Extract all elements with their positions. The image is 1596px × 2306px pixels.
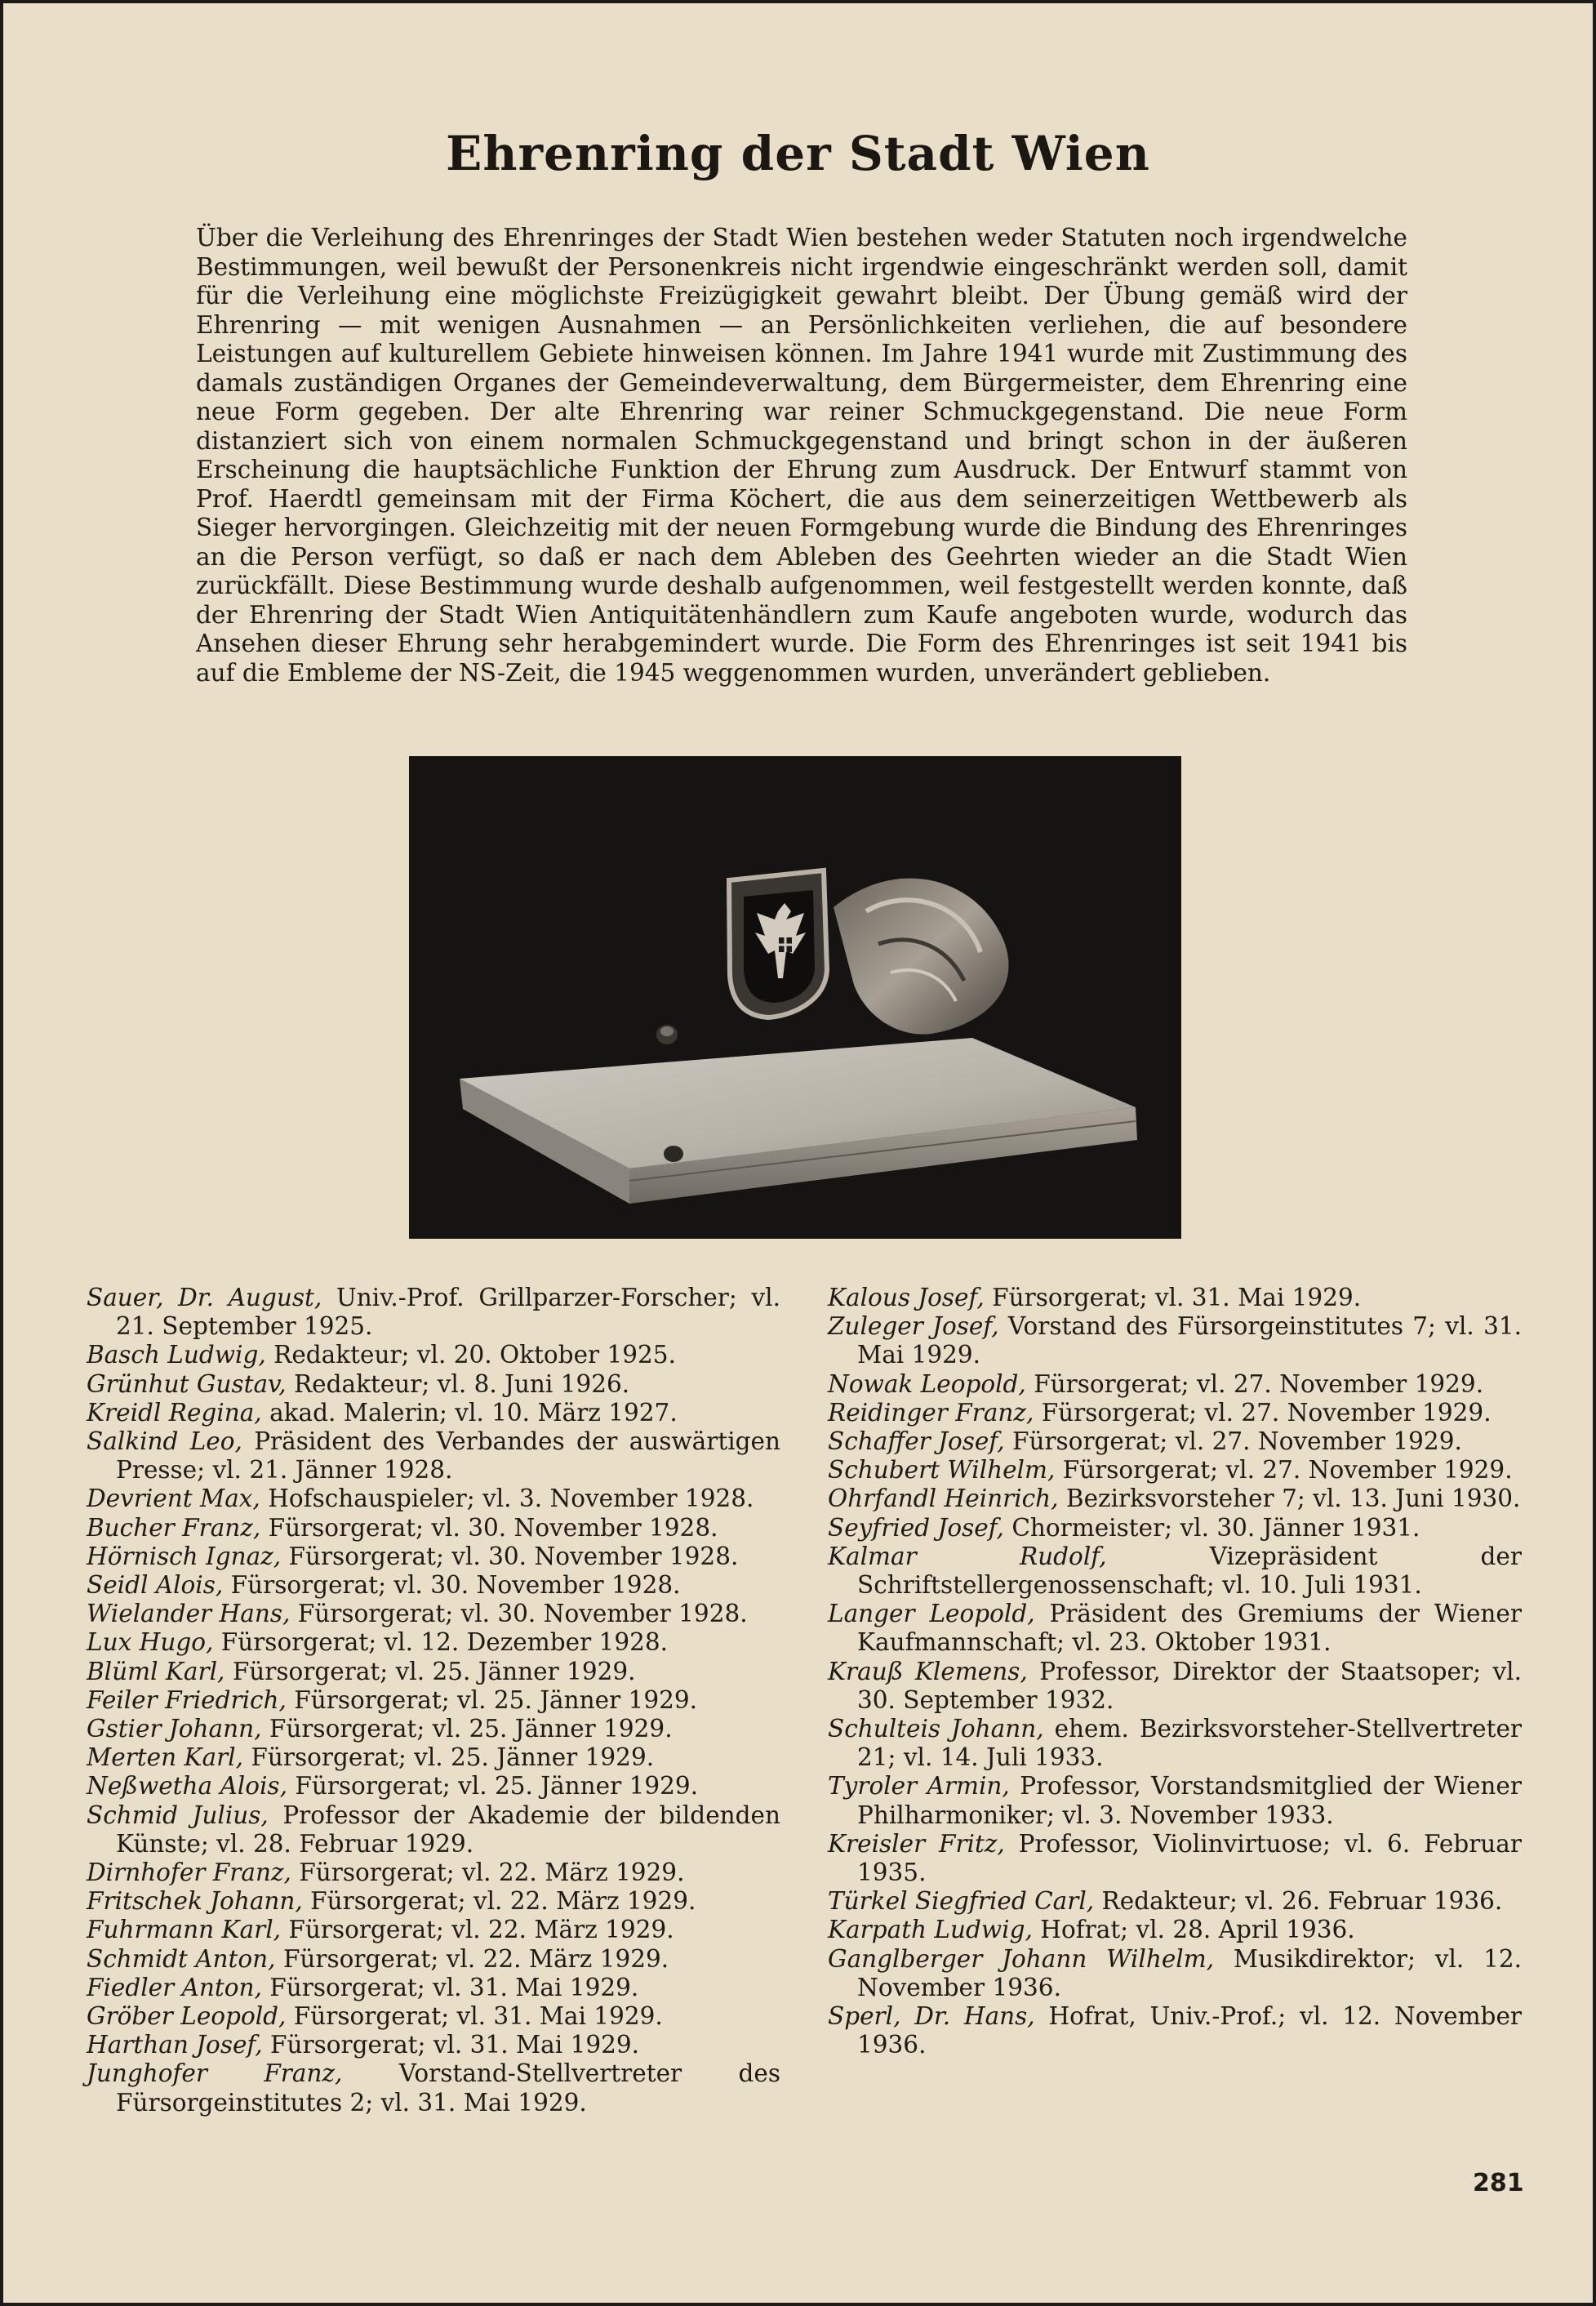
list-item: Langer Leopold, Präsident des Gremiums der Wiener Kaufmannschaft; vl. 23. Oktober 1931. (828, 1600, 1522, 1657)
document-page (3, 3, 1593, 2303)
list-item: Feiler Friedrich, Fürsorgerat; vl. 25. Jänner 1929. (87, 1685, 698, 1714)
list-item: Nowak Leopold, Fürsorgerat; vl. 27. November 1929. (828, 1369, 1484, 1398)
list-item: Merten Karl, Fürsorgerat; vl. 25. Jänner 1929. (87, 1743, 655, 1772)
list-item: Reidinger Franz, Fürsorgerat; vl. 27. November 1929. (828, 1398, 1492, 1427)
list-item: Basch Ludwig, Redakteur; vl. 20. Oktober 1925. (87, 1341, 676, 1369)
list-item: Gröber Leopold, Fürsorgerat; vl. 31. Mai 1929. (87, 2002, 663, 2031)
list-item: Schulteis Johann, ehem. Bezirksvorsteher-Stellvertreter 21; vl. 14. Juli 1933. (828, 1715, 1523, 1772)
list-item: Devrient Max, Hofschauspieler; vl. 3. November 1928. (87, 1485, 754, 1513)
list-item: Grünhut Gustav, Redakteur; vl. 8. Juni 1926. (87, 1369, 630, 1398)
list-item: Kalmar Rudolf, Vizepräsident der Schriftstellergenossenschaft; vl. 10. Juli 1931. (828, 1542, 1522, 1600)
list-item: Kalous Josef, Fürsorgerat; vl. 31. Mai 1929. (828, 1284, 1362, 1311)
list-item: Kreidl Regina, akad. Malerin; vl. 10. März 1927. (87, 1398, 678, 1427)
list-item: Ganglberger Johann Wilhelm, Musikdirektor; vl. 12. November 1936. (828, 1944, 1523, 2001)
honoree-list-left (87, 1284, 780, 2117)
list-item: Krauß Klemens, Professor, Direktor der Staatsoper; vl. 30. September 1932. (828, 1657, 1522, 1714)
honoree-list-right (828, 1284, 1522, 2059)
list-item: Ohrfandl Heinrich, Bezirksvorsteher 7; vl. 13. Juni 1930. (828, 1485, 1521, 1513)
list-item: Bucher Franz, Fürsorgerat; vl. 30. November 1928. (87, 1513, 718, 1542)
list-item: Harthan Josef, Fürsorgerat; vl. 31. Mai 1929. (87, 2031, 640, 2059)
list-item: Schmid Julius, Professor der Akademie der bildenden Künste; vl. 28. Februar 1929. (87, 1801, 780, 1858)
list-item: Seyfried Josef, Chormeister; vl. 30. Jänner 1931. (828, 1513, 1420, 1542)
page-title: Ehrenring der Stadt Wien (446, 126, 1150, 181)
list-item: Dirnhofer Franz, Fürsorgerat; vl. 22. März 1929. (87, 1859, 685, 1887)
list-item: Sauer, Dr. August, Univ.-Prof. Grillparzer-Forscher; vl. 21. September 1925. (87, 1284, 780, 1341)
list-item: Sperl, Dr. Hans, Hofrat, Univ.-Prof.; vl. 12. November 1936. (828, 2002, 1522, 2059)
ring-photo-illustration (409, 756, 1181, 1239)
list-item: Schmidt Anton, Fürsorgerat; vl. 22. März 1929. (87, 1944, 669, 1973)
list-item: Türkel Siegfried Carl, Redakteur; vl. 26. Februar 1936. (828, 1887, 1503, 1916)
list-item: Lux Hugo, Fürsorgerat; vl. 12. Dezember 1928. (87, 1628, 669, 1657)
list-item: Salkind Leo, Präsident des Verbandes der auswärtigen Presse; vl. 21. Jänner 1928. (87, 1427, 780, 1485)
list-item: Fritschek Johann, Fürsorgerat; vl. 22. März 1929. (87, 1887, 696, 1916)
list-item: Fiedler Anton, Fürsorgerat; vl. 31. Mai 1929. (87, 1973, 639, 2001)
list-item: Tyroler Armin, Professor, Vorstandsmitglied der Wiener Philharmoniker; vl. 3. November 1933. (828, 1772, 1522, 1829)
list-item: Schaffer Josef, Fürsorgerat; vl. 27. November 1929. (828, 1427, 1462, 1456)
list-item: Neßwetha Alois, Fürsorgerat; vl. 25. Jänner 1929. (87, 1772, 699, 1801)
list-item: Karpath Ludwig, Hofrat; vl. 28. April 1936. (828, 1916, 1355, 1944)
page-number: 281 (1473, 2169, 1524, 2197)
list-item: Wielander Hans, Fürsorgerat; vl. 30. November 1928. (87, 1600, 748, 1628)
list-item: Gstier Johann, Fürsorgerat; vl. 25. Jänner 1929. (87, 1715, 673, 1743)
ring-photo (409, 756, 1181, 1239)
list-item: Fuhrmann Karl, Fürsorgerat; vl. 22. März 1929. (87, 1916, 674, 1944)
list-item: Seidl Alois, Fürsorgerat; vl. 30. November 1928. (87, 1571, 681, 1600)
list-item: Kreisler Fritz, Professor, Violinvirtuose; vl. 6. Februar 1935. (828, 1829, 1522, 1887)
intro-paragraph: Über die Verleihung des Ehrenringes der Stadt Wien bestehen weder Statuten noch irgendwelche Bestimmungen, weil bewußt der Personenkreis nicht irgendwie eingeschränkt werden soll, damit für die Verleihung eine möglichste Freizügigkeit gewahrt bleibt. Der Übung gemäß wird der Ehrenring — mit wenigen Ausnahmen — an Persönlichkeiten verliehen, die auf besondere Leistungen auf kulturellem Gebiete hinweisen können. Im Jahre 1941 wurde mit Zustimmung des damals zuständigen Organes der Gemeindeverwaltung, dem Bürgermeister, dem Ehrenring eine neue Form gegeben. Der alte Ehrenring war reiner Schmuckgegenstand. Die neue Form distanziert sich von einem normalen Schmuckgegenstand und bringt schon in der äußeren Erscheinung die hauptsächliche Funktion der Ehrung zum Ausdruck. Der Entwurf stammt von Prof. Haerdtl gemeinsam mit der Firma Köchert, die aus dem seinerzeitigen Wettbewerb als Sieger hervorgingen. Gleichzeitig mit der neuen Formgebung wurde die Bindung des Ehrenringes an die Person verfügt, so daß er nach dem Ableben des Geehrten wieder an die Stadt Wien zurückfällt. Diese Bestimmung wurde deshalb aufgenommen, weil festgestellt werden konnte, daß der Ehrenring der Stadt Wien Antiquitätenhändlern zum Kaufe angeboten wurde, wodurch das Ansehen dieser Ehrung sehr herabgemindert wurde. Die Form des Ehrenringes ist seit 1941 bis auf die Embleme der NS-Zeit, die 1945 weggenommen wurden, unverändert geblieben. (196, 224, 1407, 687)
list-item: Hörnisch Ignaz, Fürsorgerat; vl. 30. November 1928. (87, 1542, 739, 1570)
list-item: Zuleger Josef, Vorstand des Fürsorgeinstitutes 7; vl. 31. Mai 1929. (828, 1312, 1522, 1369)
list-item: Junghofer Franz, Vorstand-Stellvertreter des Fürsorgeinstitutes 2; vl. 31. Mai 1929. (87, 2059, 780, 2117)
list-item: Blüml Karl, Fürsorgerat; vl. 25. Jänner 1929. (87, 1657, 636, 1685)
list-item: Schubert Wilhelm, Fürsorgerat; vl. 27. November 1929. (828, 1456, 1513, 1485)
